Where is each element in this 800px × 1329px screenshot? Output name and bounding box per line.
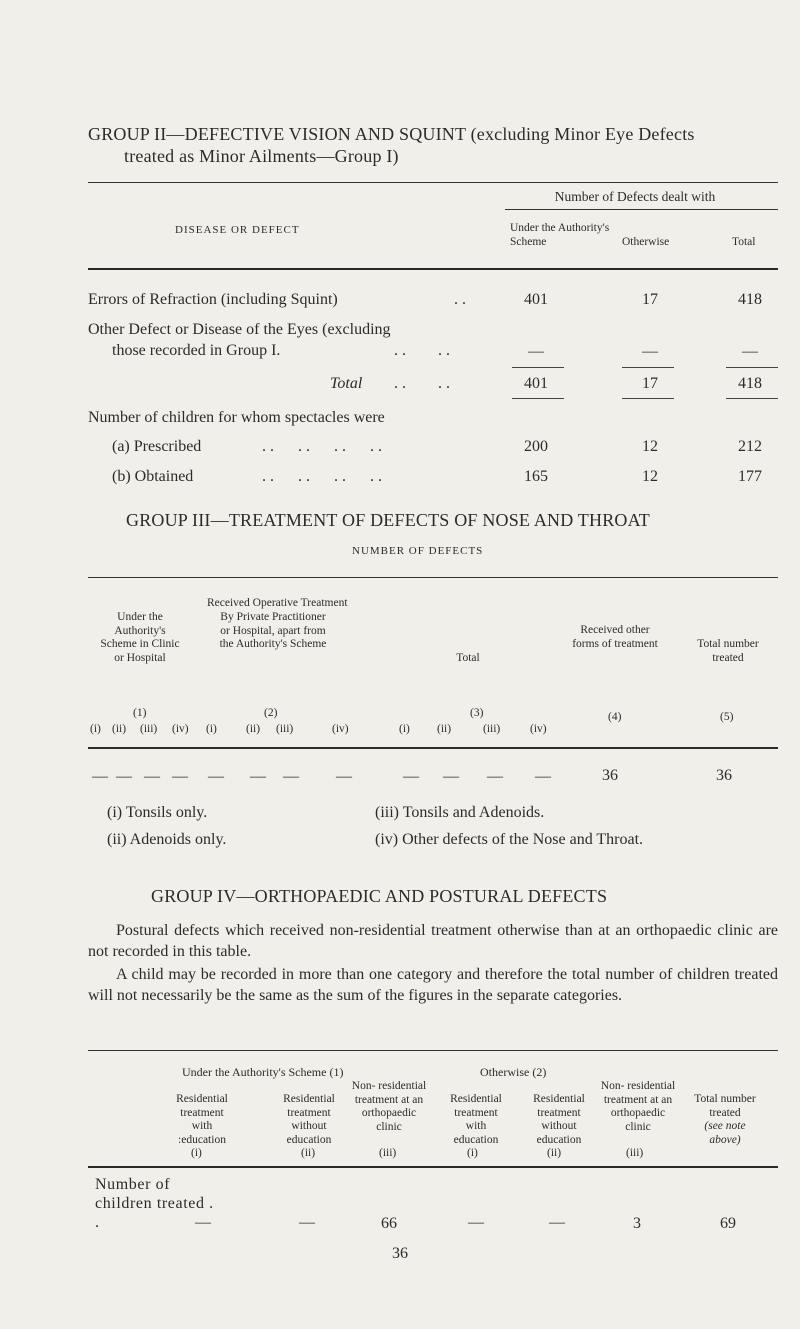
group4-v1: — xyxy=(195,1214,211,1231)
group2-header-span: Number of Defects dealt with xyxy=(554,189,716,204)
row-label-prescribed: (a) Prescribed xyxy=(112,438,202,455)
dash: — xyxy=(116,768,132,785)
divider xyxy=(622,398,674,399)
dash: — xyxy=(172,768,188,785)
dash: — xyxy=(487,768,503,785)
group4-header-c3: Non- residential treatment at an orthopaedic clinic xyxy=(351,1080,427,1133)
dash: — xyxy=(535,768,551,785)
obtained-scheme-value: 165 xyxy=(524,468,548,485)
group2-header-col2: Otherwise xyxy=(622,236,670,248)
dots: . . . . . . . . xyxy=(262,468,382,485)
other-total-value: — xyxy=(742,343,758,360)
sub-iii: (iii) xyxy=(483,723,501,735)
group2-title-line2: treated as Minor Ailments—Group I) xyxy=(124,146,399,166)
prescribed-total-value: 212 xyxy=(738,438,762,455)
group3-title: GROUP III—TREATMENT OF DEFECTS OF NOSE AND THROAT xyxy=(126,510,651,530)
group4-v2: — xyxy=(299,1214,315,1231)
group4-roman-iii: (iii) xyxy=(626,1147,644,1159)
sub-iii: (iii) xyxy=(140,723,158,735)
dots: . . . . xyxy=(394,375,450,392)
dash: — xyxy=(208,768,224,785)
dash: — xyxy=(443,768,459,785)
divider xyxy=(88,268,778,270)
other-otherwise-value: — xyxy=(642,343,658,360)
group3-header-col3: Total xyxy=(456,652,480,664)
sub-ii: (ii) xyxy=(112,723,127,735)
divider xyxy=(505,209,778,210)
total-total-value: 418 xyxy=(738,375,762,392)
group3-n3: (3) xyxy=(470,707,484,719)
divider xyxy=(88,577,778,578)
errors-otherwise-value: 17 xyxy=(642,291,658,308)
group4-roman-i: (i) xyxy=(467,1147,478,1159)
divider xyxy=(622,367,674,368)
dots: . . xyxy=(454,291,466,308)
group4-roman-iii: (iii) xyxy=(379,1147,397,1159)
sub-ii: (ii) xyxy=(437,723,452,735)
row-label-total: Total xyxy=(330,375,363,392)
errors-scheme-value: 401 xyxy=(524,291,548,308)
errors-total-value: 418 xyxy=(738,291,762,308)
group4-header-c7 xyxy=(690,1093,760,1147)
group3-header-col2: By Private Practitioner or Hospital, apart from the Authority's Scheme xyxy=(219,611,327,650)
sub-i: (i) xyxy=(206,723,217,735)
other-scheme-value: — xyxy=(528,343,544,360)
sub-i: (i) xyxy=(90,723,101,735)
group4-header-otherwise: Otherwise (2) xyxy=(480,1065,547,1079)
dots: . . . . xyxy=(394,342,450,359)
group2-header-col3: Total xyxy=(732,236,756,248)
group3-header-col5: Total number treated xyxy=(697,638,759,664)
group4-header-c7-note: (see note above) xyxy=(704,1120,746,1146)
dash: — xyxy=(250,768,266,785)
group3-header-col4: Received other forms of treatment xyxy=(572,624,658,650)
group3-n4: (4) xyxy=(608,711,622,723)
group2-header-disease: DISEASE OR DEFECT xyxy=(175,224,300,236)
prescribed-scheme-value: 200 xyxy=(524,438,548,455)
group4-para2: A child may be recorded in more than one category and therefore the total number of children treated will not necessarily be the same as the sum of the figures in the separate categories. xyxy=(88,966,778,1004)
group4-roman-ii: (ii) xyxy=(301,1147,316,1159)
prescribed-otherwise-value: 12 xyxy=(642,438,658,455)
row-label-obtained: (b) Obtained xyxy=(112,468,194,485)
group4-header-c5: Residential treatment without education xyxy=(533,1093,585,1146)
row-label-errors: Errors of Refraction (including Squint) xyxy=(88,291,338,308)
divider xyxy=(512,398,564,399)
group4-header-c4: Residential treatment with education xyxy=(450,1093,502,1146)
total-scheme-value: 401 xyxy=(524,375,548,392)
group4-v5: — xyxy=(549,1214,565,1231)
note-iii: (iii) Tonsils and Adenoids. xyxy=(375,804,545,821)
page-number: 36 xyxy=(392,1245,408,1262)
row-label-other-1: Other Defect or Disease of the Eyes (excluding xyxy=(88,321,391,338)
group4-header-scheme: Under the Authority's Scheme (1) xyxy=(182,1065,344,1079)
divider xyxy=(88,1166,778,1168)
dash: — xyxy=(283,768,299,785)
sub-iv: (iv) xyxy=(332,723,349,735)
group4-header-c1: Residential treatment with :education xyxy=(176,1093,228,1146)
dash: — xyxy=(336,768,352,785)
sub-i: (i) xyxy=(399,723,410,735)
group4-roman-ii: (ii) xyxy=(547,1147,562,1159)
total-otherwise-value: 17 xyxy=(642,375,658,392)
sub-iv: (iv) xyxy=(172,723,189,735)
group4-row-label: Number of children treated . . xyxy=(95,1176,214,1231)
group4-para1: Postural defects which received non-residential treatment otherwise than at an orthopaedic clinic are not recorded in this table. xyxy=(88,922,778,960)
group4-title: GROUP IV—ORTHOPAEDIC AND POSTURAL DEFECTS xyxy=(151,886,608,906)
group3-header-col1: Under the Authority's Scheme in Clinic or Hospital xyxy=(100,611,180,664)
group4-roman-i: (i) xyxy=(191,1147,202,1159)
divider xyxy=(88,747,778,749)
note-i: (i) Tonsils only. xyxy=(107,804,208,821)
total-treated-value: 36 xyxy=(716,767,732,784)
sub-iv: (iv) xyxy=(530,723,547,735)
group4-v3: 66 xyxy=(381,1215,397,1232)
group4-v7: 69 xyxy=(720,1215,736,1232)
group4-header-c2: Residential treatment without education xyxy=(283,1093,335,1146)
note-ii: (ii) Adenoids only. xyxy=(107,831,227,848)
group3-n2: (2) xyxy=(264,707,278,719)
divider xyxy=(88,182,778,183)
divider xyxy=(726,367,778,368)
dash: — xyxy=(403,768,419,785)
sub-iii: (iii) xyxy=(276,723,294,735)
note-iv: (iv) Other defects of the Nose and Throat. xyxy=(375,831,644,848)
group3-header-received-op: Received Operative Treatment xyxy=(207,597,348,609)
sub-ii: (ii) xyxy=(246,723,261,735)
group3-n1: (1) xyxy=(133,707,147,719)
group4-header-c7-plain: Total number treated xyxy=(694,1093,756,1119)
divider xyxy=(512,367,564,368)
dots: . . . . . . . . xyxy=(262,438,382,455)
divider xyxy=(726,398,778,399)
row-label-children: Number of children for whom spectacles were xyxy=(88,409,385,426)
group4-v6: 3 xyxy=(633,1215,641,1232)
received-other-value: 36 xyxy=(602,767,618,784)
group4-header-c6: Non- residential treatment at an orthopaedic clinic xyxy=(600,1080,676,1133)
group3-subtitle: NUMBER OF DEFECTS xyxy=(352,545,484,557)
group2-header-col1: Under the Authority's Scheme xyxy=(510,222,610,248)
group2-title-line1: GROUP II—DEFECTIVE VISION AND SQUINT (excluding Minor Eye Defects xyxy=(88,124,695,144)
row-label-other-2: those recorded in Group I. xyxy=(112,342,281,359)
obtained-otherwise-value: 12 xyxy=(642,468,658,485)
dash: — xyxy=(92,768,108,785)
obtained-total-value: 177 xyxy=(738,468,762,485)
dash: — xyxy=(144,768,160,785)
group4-v4: — xyxy=(468,1214,484,1231)
divider xyxy=(88,1050,778,1051)
group3-n5: (5) xyxy=(720,711,734,723)
